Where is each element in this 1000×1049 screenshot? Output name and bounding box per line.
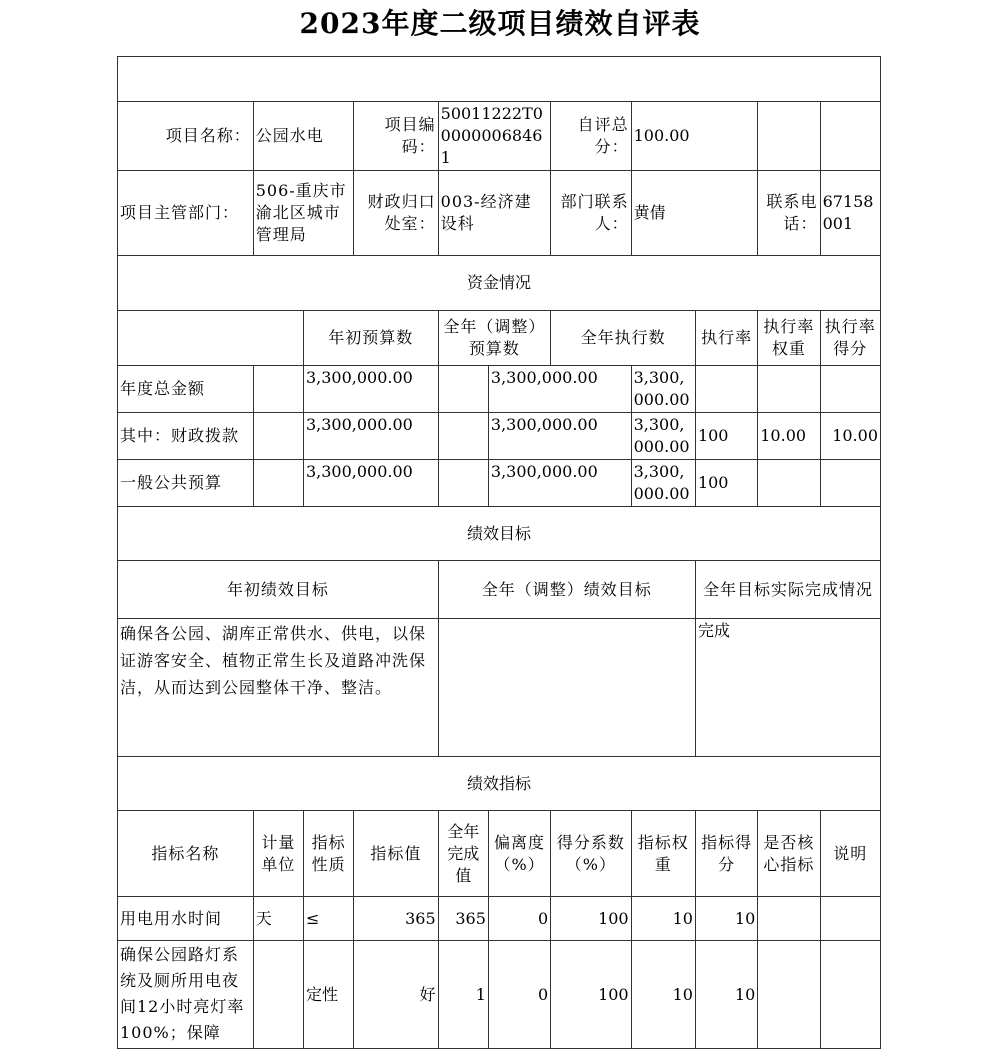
- self-score-value: 100.00: [631, 102, 758, 171]
- goals-adjusted-text: [438, 619, 695, 757]
- phone-label: 联系电话：: [758, 171, 820, 256]
- ind-done: 1: [438, 941, 488, 1049]
- office-value: 003-经济建设科: [438, 171, 551, 256]
- funds-header-executed: 全年执行数: [551, 311, 696, 366]
- funds-row-label: 年度总金额: [118, 366, 254, 413]
- phone-value: 67158001: [820, 171, 880, 256]
- project-name-label: 项目名称：: [118, 102, 254, 171]
- ind-header-unit: 计量单位: [253, 811, 303, 897]
- project-code-label: 项目编码：: [354, 102, 438, 171]
- ind-header-score: 指标得分: [695, 811, 757, 897]
- funds-adjusted: 3,300,000.00: [488, 460, 631, 507]
- ind-core: [758, 941, 820, 1049]
- goals-actual-text: 完成: [695, 619, 880, 757]
- ind-coef: 100: [551, 897, 631, 941]
- ind-name: 用电用水时间: [118, 897, 254, 941]
- goals-header-row: [118, 561, 881, 619]
- ind-note: [820, 897, 880, 941]
- ind-header-nature: 指标性质: [303, 811, 353, 897]
- ind-unit: [253, 941, 303, 1049]
- ind-header-deviation: 偏离度（%）: [488, 811, 550, 897]
- funds-weight: [758, 460, 820, 507]
- dept-value: 506-重庆市渝北区城市管理局: [253, 171, 354, 256]
- ind-coef: 100: [551, 941, 631, 1049]
- goals-content-row: [118, 619, 881, 757]
- ind-header-done: 全年完成值: [438, 811, 488, 897]
- ind-core: [758, 897, 820, 941]
- project-name-value: 公园水电: [253, 102, 354, 171]
- funds-score: [820, 366, 880, 413]
- ind-note: [820, 941, 880, 1049]
- ind-header-weight: 指标权重: [631, 811, 695, 897]
- ind-done: 365: [438, 897, 488, 941]
- ind-name: 确保公园路灯系统及厕所用电夜间12小时亮灯率100%；保障: [118, 941, 254, 1049]
- contact-label: 部门联系人：: [551, 171, 631, 256]
- ind-header-note: 说明: [820, 811, 880, 897]
- funds-weight: 10.00: [758, 413, 820, 460]
- ind-header-value: 指标值: [354, 811, 438, 897]
- funds-row-label: 一般公共预算: [118, 460, 254, 507]
- goals-header-initial: 年初绩效目标: [118, 561, 439, 619]
- ind-weight: 10: [631, 941, 695, 1049]
- evaluation-table: [117, 56, 881, 1049]
- goals-initial-text: 确保各公园、湖库正常供水、供电，以保证游客安全、植物正常生长及道路冲洗保洁，从而达到公园整体干净、整洁。: [118, 619, 439, 757]
- ind-nature: 定性: [303, 941, 353, 1049]
- funds-header-adjusted: 全年（调整）预算数: [438, 311, 551, 366]
- ind-header-name: 指标名称: [118, 811, 254, 897]
- funds-header-initial: 年初预算数: [303, 311, 438, 366]
- ind-header-coef: 得分系数（%）: [551, 811, 631, 897]
- funds-score: 10.00: [820, 413, 880, 460]
- funds-weight: [758, 366, 820, 413]
- indicators-section-title: 绩效指标: [118, 757, 881, 811]
- indicator-row: [118, 941, 881, 1049]
- indicator-row: [118, 897, 881, 941]
- funds-rate: [695, 366, 757, 413]
- goals-section-row: [118, 507, 881, 561]
- funds-executed: 3,300,000.00: [631, 460, 695, 507]
- indicators-header-row: [118, 811, 881, 897]
- ind-value: 365: [354, 897, 438, 941]
- ind-score: 10: [695, 941, 757, 1049]
- ind-score: 10: [695, 897, 757, 941]
- funds-initial: 3,300,000.00: [303, 413, 438, 460]
- project-row-1: [118, 102, 881, 171]
- dept-label: 项目主管部门：: [118, 171, 254, 256]
- office-label: 财政归口处室：: [354, 171, 438, 256]
- funds-row-fiscal: [118, 413, 881, 460]
- funds-executed: 3,300,000.00: [631, 366, 695, 413]
- blank-row: [118, 57, 881, 102]
- funds-rate: 100: [695, 413, 757, 460]
- self-score-label: 自评总分：: [551, 102, 631, 171]
- ind-deviation: 0: [488, 941, 550, 1049]
- ind-unit: 天: [253, 897, 303, 941]
- funds-row-label: 其中：财政拨款: [118, 413, 254, 460]
- goals-header-adjusted: 全年（调整）绩效目标: [438, 561, 695, 619]
- contact-value: 黄倩: [631, 171, 758, 256]
- ind-nature: ≤: [303, 897, 353, 941]
- ind-value: 好: [354, 941, 438, 1049]
- goals-section-title: 绩效目标: [118, 507, 881, 561]
- funds-rate: 100: [695, 460, 757, 507]
- indicators-section-row: [118, 757, 881, 811]
- funds-score: [820, 460, 880, 507]
- funds-section-title: 资金情况: [118, 256, 881, 311]
- funds-row-general: [118, 460, 881, 507]
- funds-section-row: [118, 256, 881, 311]
- funds-header-weight: 执行率权重: [758, 311, 820, 366]
- funds-initial: 3,300,000.00: [303, 460, 438, 507]
- page-title: 2023年度二级项目绩效自评表: [299, 7, 701, 40]
- ind-header-core: 是否核心指标: [758, 811, 820, 897]
- goals-header-actual: 全年目标实际完成情况: [695, 561, 880, 619]
- ind-weight: 10: [631, 897, 695, 941]
- funds-adjusted: 3,300,000.00: [488, 366, 631, 413]
- funds-header-rate: 执行率: [695, 311, 757, 366]
- funds-header-score: 执行率得分: [820, 311, 880, 366]
- project-row-2: [118, 171, 881, 256]
- funds-executed: 3,300,000.00: [631, 413, 695, 460]
- funds-initial: 3,300,000.00: [303, 366, 438, 413]
- funds-adjusted: 3,300,000.00: [488, 413, 631, 460]
- ind-deviation: 0: [488, 897, 550, 941]
- funds-row-total: [118, 366, 881, 413]
- funds-header-row: [118, 311, 881, 366]
- project-code-value: 50011222T000000068461: [438, 102, 551, 171]
